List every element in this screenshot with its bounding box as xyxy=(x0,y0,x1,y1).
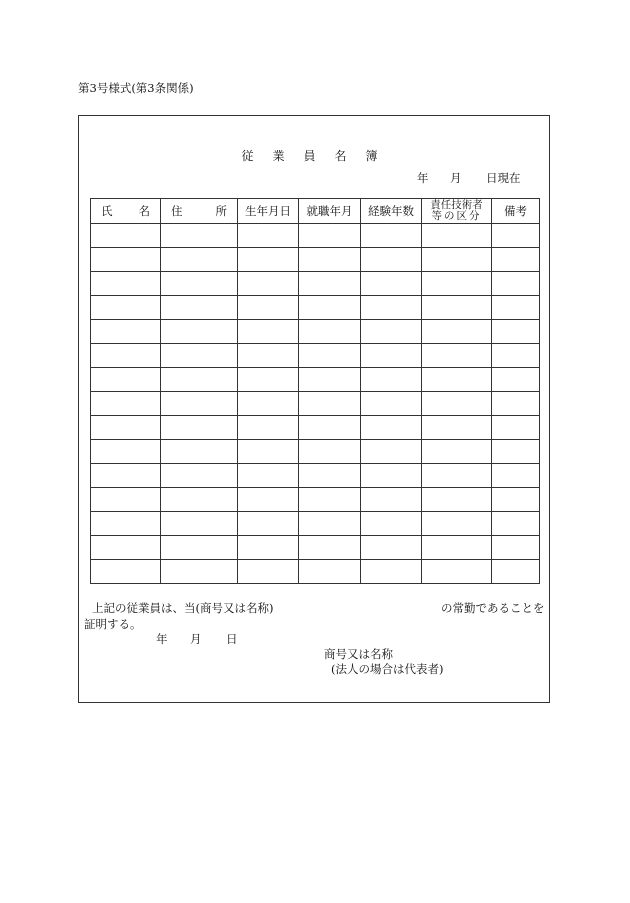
cell-birthdate[interactable] xyxy=(238,344,299,368)
cell-hire-date[interactable] xyxy=(299,296,361,320)
header-engineer-category: 責任技術者 等の区分 xyxy=(422,199,492,224)
cell-remarks[interactable] xyxy=(492,488,540,512)
cell-hire-date[interactable] xyxy=(299,344,361,368)
cell-birthdate[interactable] xyxy=(238,560,299,584)
company-name-label: 商号又は名称 xyxy=(324,647,393,661)
cell-birthdate[interactable] xyxy=(238,536,299,560)
signature-day-label: 日 xyxy=(226,632,238,646)
header-experience-years: 経験年数 xyxy=(361,199,422,224)
cell-experience-years[interactable] xyxy=(361,368,422,392)
cell-address[interactable] xyxy=(161,440,238,464)
cell-name[interactable] xyxy=(91,512,161,536)
cell-name[interactable] xyxy=(91,344,161,368)
table-row xyxy=(91,320,540,344)
cell-name[interactable] xyxy=(91,416,161,440)
table-header-row xyxy=(91,199,540,224)
cell-address[interactable] xyxy=(161,536,238,560)
cell-engineer-category[interactable] xyxy=(422,320,492,344)
cell-experience-years[interactable] xyxy=(361,224,422,248)
cell-remarks[interactable] xyxy=(492,272,540,296)
cell-engineer-category[interactable] xyxy=(422,248,492,272)
cell-remarks[interactable] xyxy=(492,560,540,584)
cell-birthdate[interactable] xyxy=(238,272,299,296)
cell-remarks[interactable] xyxy=(492,440,540,464)
header-remarks: 備考 xyxy=(492,199,540,224)
cell-address[interactable] xyxy=(161,368,238,392)
cell-experience-years[interactable] xyxy=(361,272,422,296)
cell-hire-date[interactable] xyxy=(299,272,361,296)
cell-birthdate[interactable] xyxy=(238,416,299,440)
cell-name[interactable] xyxy=(91,248,161,272)
cell-experience-years[interactable] xyxy=(361,440,422,464)
cell-address[interactable] xyxy=(161,488,238,512)
cell-engineer-category[interactable] xyxy=(422,272,492,296)
cell-remarks[interactable] xyxy=(492,536,540,560)
table-row xyxy=(91,464,540,488)
cell-remarks[interactable] xyxy=(492,224,540,248)
table-row xyxy=(91,296,540,320)
signature-month-label: 月 xyxy=(190,632,202,646)
table-row xyxy=(91,392,540,416)
cell-hire-date[interactable] xyxy=(299,416,361,440)
cell-engineer-category[interactable] xyxy=(422,560,492,584)
cell-name[interactable] xyxy=(91,440,161,464)
cell-experience-years[interactable] xyxy=(361,416,422,440)
as-of-month-label: 月 xyxy=(450,171,462,185)
employee-roster-table xyxy=(90,198,540,584)
cell-remarks[interactable] xyxy=(492,464,540,488)
cell-address[interactable] xyxy=(161,464,238,488)
cell-address[interactable] xyxy=(161,344,238,368)
cell-birthdate[interactable] xyxy=(238,440,299,464)
cell-name[interactable] xyxy=(91,488,161,512)
cell-birthdate[interactable] xyxy=(238,512,299,536)
cell-experience-years[interactable] xyxy=(361,320,422,344)
cell-hire-date[interactable] xyxy=(299,488,361,512)
certification-text-line2: 証明する。 xyxy=(84,617,142,631)
representative-label: (法人の場合は代表者) xyxy=(331,662,444,676)
cell-birthdate[interactable] xyxy=(238,248,299,272)
header-hire-date: 就職年月 xyxy=(299,199,361,224)
cell-experience-years[interactable] xyxy=(361,248,422,272)
cell-engineer-category[interactable] xyxy=(422,440,492,464)
cell-name[interactable] xyxy=(91,464,161,488)
cell-hire-date[interactable] xyxy=(299,440,361,464)
cell-engineer-category[interactable] xyxy=(422,392,492,416)
cell-hire-date[interactable] xyxy=(299,512,361,536)
cell-experience-years[interactable] xyxy=(361,296,422,320)
cell-hire-date[interactable] xyxy=(299,536,361,560)
cell-remarks[interactable] xyxy=(492,344,540,368)
cell-birthdate[interactable] xyxy=(238,296,299,320)
cell-engineer-category[interactable] xyxy=(422,416,492,440)
cell-experience-years[interactable] xyxy=(361,392,422,416)
cell-engineer-category[interactable] xyxy=(422,368,492,392)
cell-hire-date[interactable] xyxy=(299,224,361,248)
table-row xyxy=(91,272,540,296)
document-frame xyxy=(78,115,550,703)
cell-hire-date[interactable] xyxy=(299,392,361,416)
cell-address[interactable] xyxy=(161,512,238,536)
cell-name[interactable] xyxy=(91,296,161,320)
cell-name[interactable] xyxy=(91,392,161,416)
cell-birthdate[interactable] xyxy=(238,368,299,392)
table-row xyxy=(91,368,540,392)
cell-experience-years[interactable] xyxy=(361,344,422,368)
cell-hire-date[interactable] xyxy=(299,560,361,584)
table-row xyxy=(91,440,540,464)
cell-address[interactable] xyxy=(161,320,238,344)
header-birthdate: 生年月日 xyxy=(238,199,299,224)
cell-address[interactable] xyxy=(161,416,238,440)
cell-hire-date[interactable] xyxy=(299,464,361,488)
cell-engineer-category[interactable] xyxy=(422,536,492,560)
cell-engineer-category[interactable] xyxy=(422,464,492,488)
cell-hire-date[interactable] xyxy=(299,248,361,272)
roster-body xyxy=(91,224,540,584)
cell-remarks[interactable] xyxy=(492,368,540,392)
cell-hire-date[interactable] xyxy=(299,320,361,344)
cell-experience-years[interactable] xyxy=(361,560,422,584)
as-of-day-label: 日現在 xyxy=(486,171,521,185)
cell-address[interactable] xyxy=(161,392,238,416)
cell-engineer-category[interactable] xyxy=(422,296,492,320)
cell-remarks[interactable] xyxy=(492,392,540,416)
cell-experience-years[interactable] xyxy=(361,536,422,560)
cell-birthdate[interactable] xyxy=(238,464,299,488)
cell-birthdate[interactable] xyxy=(238,224,299,248)
cell-address[interactable] xyxy=(161,248,238,272)
table-row xyxy=(91,536,540,560)
signature-year-label: 年 xyxy=(156,632,168,646)
certification-text-end: の常勤であることを xyxy=(441,601,545,615)
as-of-year-label: 年 xyxy=(417,171,429,185)
cell-engineer-category[interactable] xyxy=(422,512,492,536)
header-address: 住 所 xyxy=(161,199,238,224)
cell-address[interactable] xyxy=(161,224,238,248)
table-row xyxy=(91,344,540,368)
table-row xyxy=(91,560,540,584)
cell-remarks[interactable] xyxy=(492,416,540,440)
certification-text-start: 上記の従業員は、当(商号又は名称) xyxy=(92,601,274,615)
cell-hire-date[interactable] xyxy=(299,368,361,392)
table-row xyxy=(91,416,540,440)
table-row xyxy=(91,512,540,536)
cell-experience-years[interactable] xyxy=(361,488,422,512)
table-row xyxy=(91,224,540,248)
cell-remarks[interactable] xyxy=(492,512,540,536)
table-row xyxy=(91,248,540,272)
cell-engineer-category[interactable] xyxy=(422,344,492,368)
cell-name[interactable] xyxy=(91,320,161,344)
cell-remarks[interactable] xyxy=(492,320,540,344)
cell-address[interactable] xyxy=(161,296,238,320)
cell-birthdate[interactable] xyxy=(238,488,299,512)
cell-engineer-category[interactable] xyxy=(422,488,492,512)
cell-experience-years[interactable] xyxy=(361,512,422,536)
cell-name[interactable] xyxy=(91,536,161,560)
cell-remarks[interactable] xyxy=(492,248,540,272)
table-row xyxy=(91,488,540,512)
cell-name[interactable] xyxy=(91,224,161,248)
cell-remarks[interactable] xyxy=(492,296,540,320)
cell-birthdate[interactable] xyxy=(238,392,299,416)
cell-experience-years[interactable] xyxy=(361,464,422,488)
cell-name[interactable] xyxy=(91,368,161,392)
cell-engineer-category[interactable] xyxy=(422,224,492,248)
cell-birthdate[interactable] xyxy=(238,320,299,344)
form-number-label: 第3号様式(第3条関係) xyxy=(78,81,194,95)
header-name: 氏 名 xyxy=(91,199,161,224)
cell-address[interactable] xyxy=(161,272,238,296)
cell-name[interactable] xyxy=(91,560,161,584)
document-title: 従業員名簿 xyxy=(241,149,397,163)
cell-address[interactable] xyxy=(161,560,238,584)
cell-name[interactable] xyxy=(91,272,161,296)
